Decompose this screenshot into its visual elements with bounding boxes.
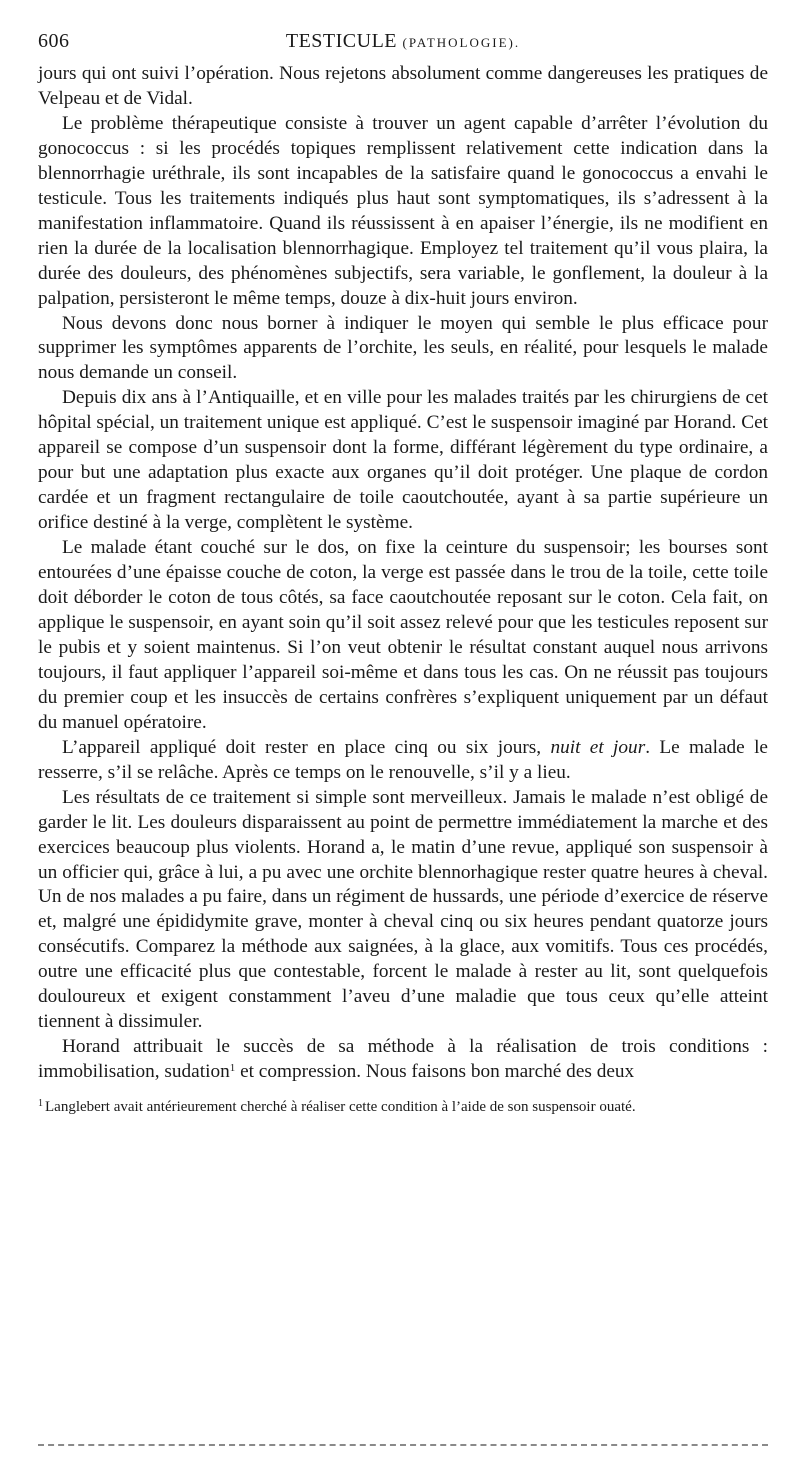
paragraph-text: . Le malade le resserre, s’il se relâche. Après ce temps on le renouvelle, s’il y a lieu.	[38, 736, 768, 783]
paragraph: Les résultats de ce traitement si simple sont merveilleux. Jamais le malade n’est obligé de garder le lit. Les douleurs disparaissent au point de permettre immédiatement la marche et des exercices beaucoup plus violents. Horand a, le matin d’une revue, appliqué son suspensoir à un officier qui, grâce à lui, a pu avec une orchite blennorhagique rester quatre heures à cheval. Un de nos malades a pu faire, dans un régiment de hussards, une période d’exercice de réserve et, malgré une épididymite grave, monter à cheval cinq ou six heures pendant quatorze jours consécutifs. Comparez la méthode aux saignées, à la glace, aux vomitifs. Tous ces procédés, outre une efficacité plus que contestable, forcent le malade à rester au lit, sont quelquefois douloureux et exigent constamment l’aveu d’une maladie que tous ceux qu’elle atteint tiennent à dissimuler.	[38, 786, 768, 1033]
page-number: 606	[38, 30, 70, 52]
paragraph-text: Horand attribuait le succès de sa méthode à la réalisation de trois conditions : immobilisation, sudation	[38, 1036, 768, 1083]
document-page	[38, 28, 768, 1118]
footnote-text: Langlebert avait antérieurement cherché à réaliser cette condition à l’aide de son suspensoir ouaté.	[45, 1099, 636, 1116]
paragraph	[38, 1035, 768, 1085]
running-title	[38, 30, 768, 53]
page-header	[38, 28, 768, 62]
paragraph-text: et compression. Nous faisons bon marché des deux	[235, 1061, 635, 1083]
paragraph: Depuis dix ans à l’Antiquaille, et en ville pour les malades traités par les chirurgiens de cet hôpital spécial, un traitement unique est appliqué. C’est le suspensoir imaginé par Horand. Cet appareil se compose d’un suspensoir dont la forme, différant légèrement du type ordinaire, a pour but une adaptation plus exacte aux organes qu’il doit protéger. Une plaque de cordon cardée et un fragment rectangulaire de toile caoutchoutée, ayant à sa partie supérieure un orifice destiné à la verge, complètent le système.	[38, 387, 768, 534]
paragraph-text: L’appareil appliqué doit rester en place cinq ou six jours,	[62, 736, 551, 758]
running-title-sub: (PATHOLOGIE).	[402, 35, 521, 50]
footnote-reference[interactable]: 1	[229, 1062, 236, 1075]
body-text	[38, 62, 768, 1085]
running-title-main: TESTICULE	[285, 30, 398, 52]
bottom-rule	[38, 1444, 768, 1446]
emphasis-text: nuit et jour	[550, 736, 646, 758]
paragraph: Le malade étant couché sur le dos, on fixe la ceinture du suspensoir; les bourses sont entourées d’une épaisse couche de coton, la verge est passée dans le trou de la toile, cette toile doit déborder le coton de tous côtés, sa face caoutchoutée reposant sur le coton. Cela fait, on applique le suspensoir, en ayant soin qu’il soit assez relevé pour que les testicules reposent sur le pubis et y soient maintenus. Si l’on veut obtenir le résultat constant auquel nous arrivons toujours, il faut appliquer l’appareil soi-même et dans tous les cas. On ne réussit pas toujours du premier coup et les insuccès de certains confrères s’expliquent uniquement par un défaut du manuel opératoire.	[38, 537, 768, 733]
footnote	[38, 1096, 768, 1118]
paragraph	[38, 736, 768, 786]
paragraph: Nous devons donc nous borner à indiquer le moyen qui semble le plus efficace pour supprimer les symptômes apparents de l’orchite, les seuls, en réalité, pour lesquels le malade nous demande un conseil.	[38, 312, 768, 384]
footnote-mark: 1	[38, 1098, 43, 1110]
paragraph: jours qui ont suivi l’opération. Nous rejetons absolument comme dangereuses les pratiques de Velpeau et de Vidal.	[38, 63, 768, 109]
paragraph: Le problème thérapeutique consiste à trouver un agent capable d’arrêter l’évolution du gonococcus : si les procédés topiques remplissent relativement cette indication dans la blennorrhagie uréthrale, ils sont incapables de la satisfaire quand le gonococcus a envahi le testicule. Tous les traitements indiqués plus haut sont symptomatiques, ils s’adressent à la manifestation inflammatoire. Quand ils réussissent à en apaiser l’énergie, ils ne modifient en rien la durée de la localisation blennorrhagique. Employez tel traitement qu’il vous plaira, la durée des douleurs, des phénomènes subjectifs, sera variable, le gonflement, la douleur à la palpation, persisteront le même temps, douze à dix-huit jours environ.	[38, 112, 768, 309]
